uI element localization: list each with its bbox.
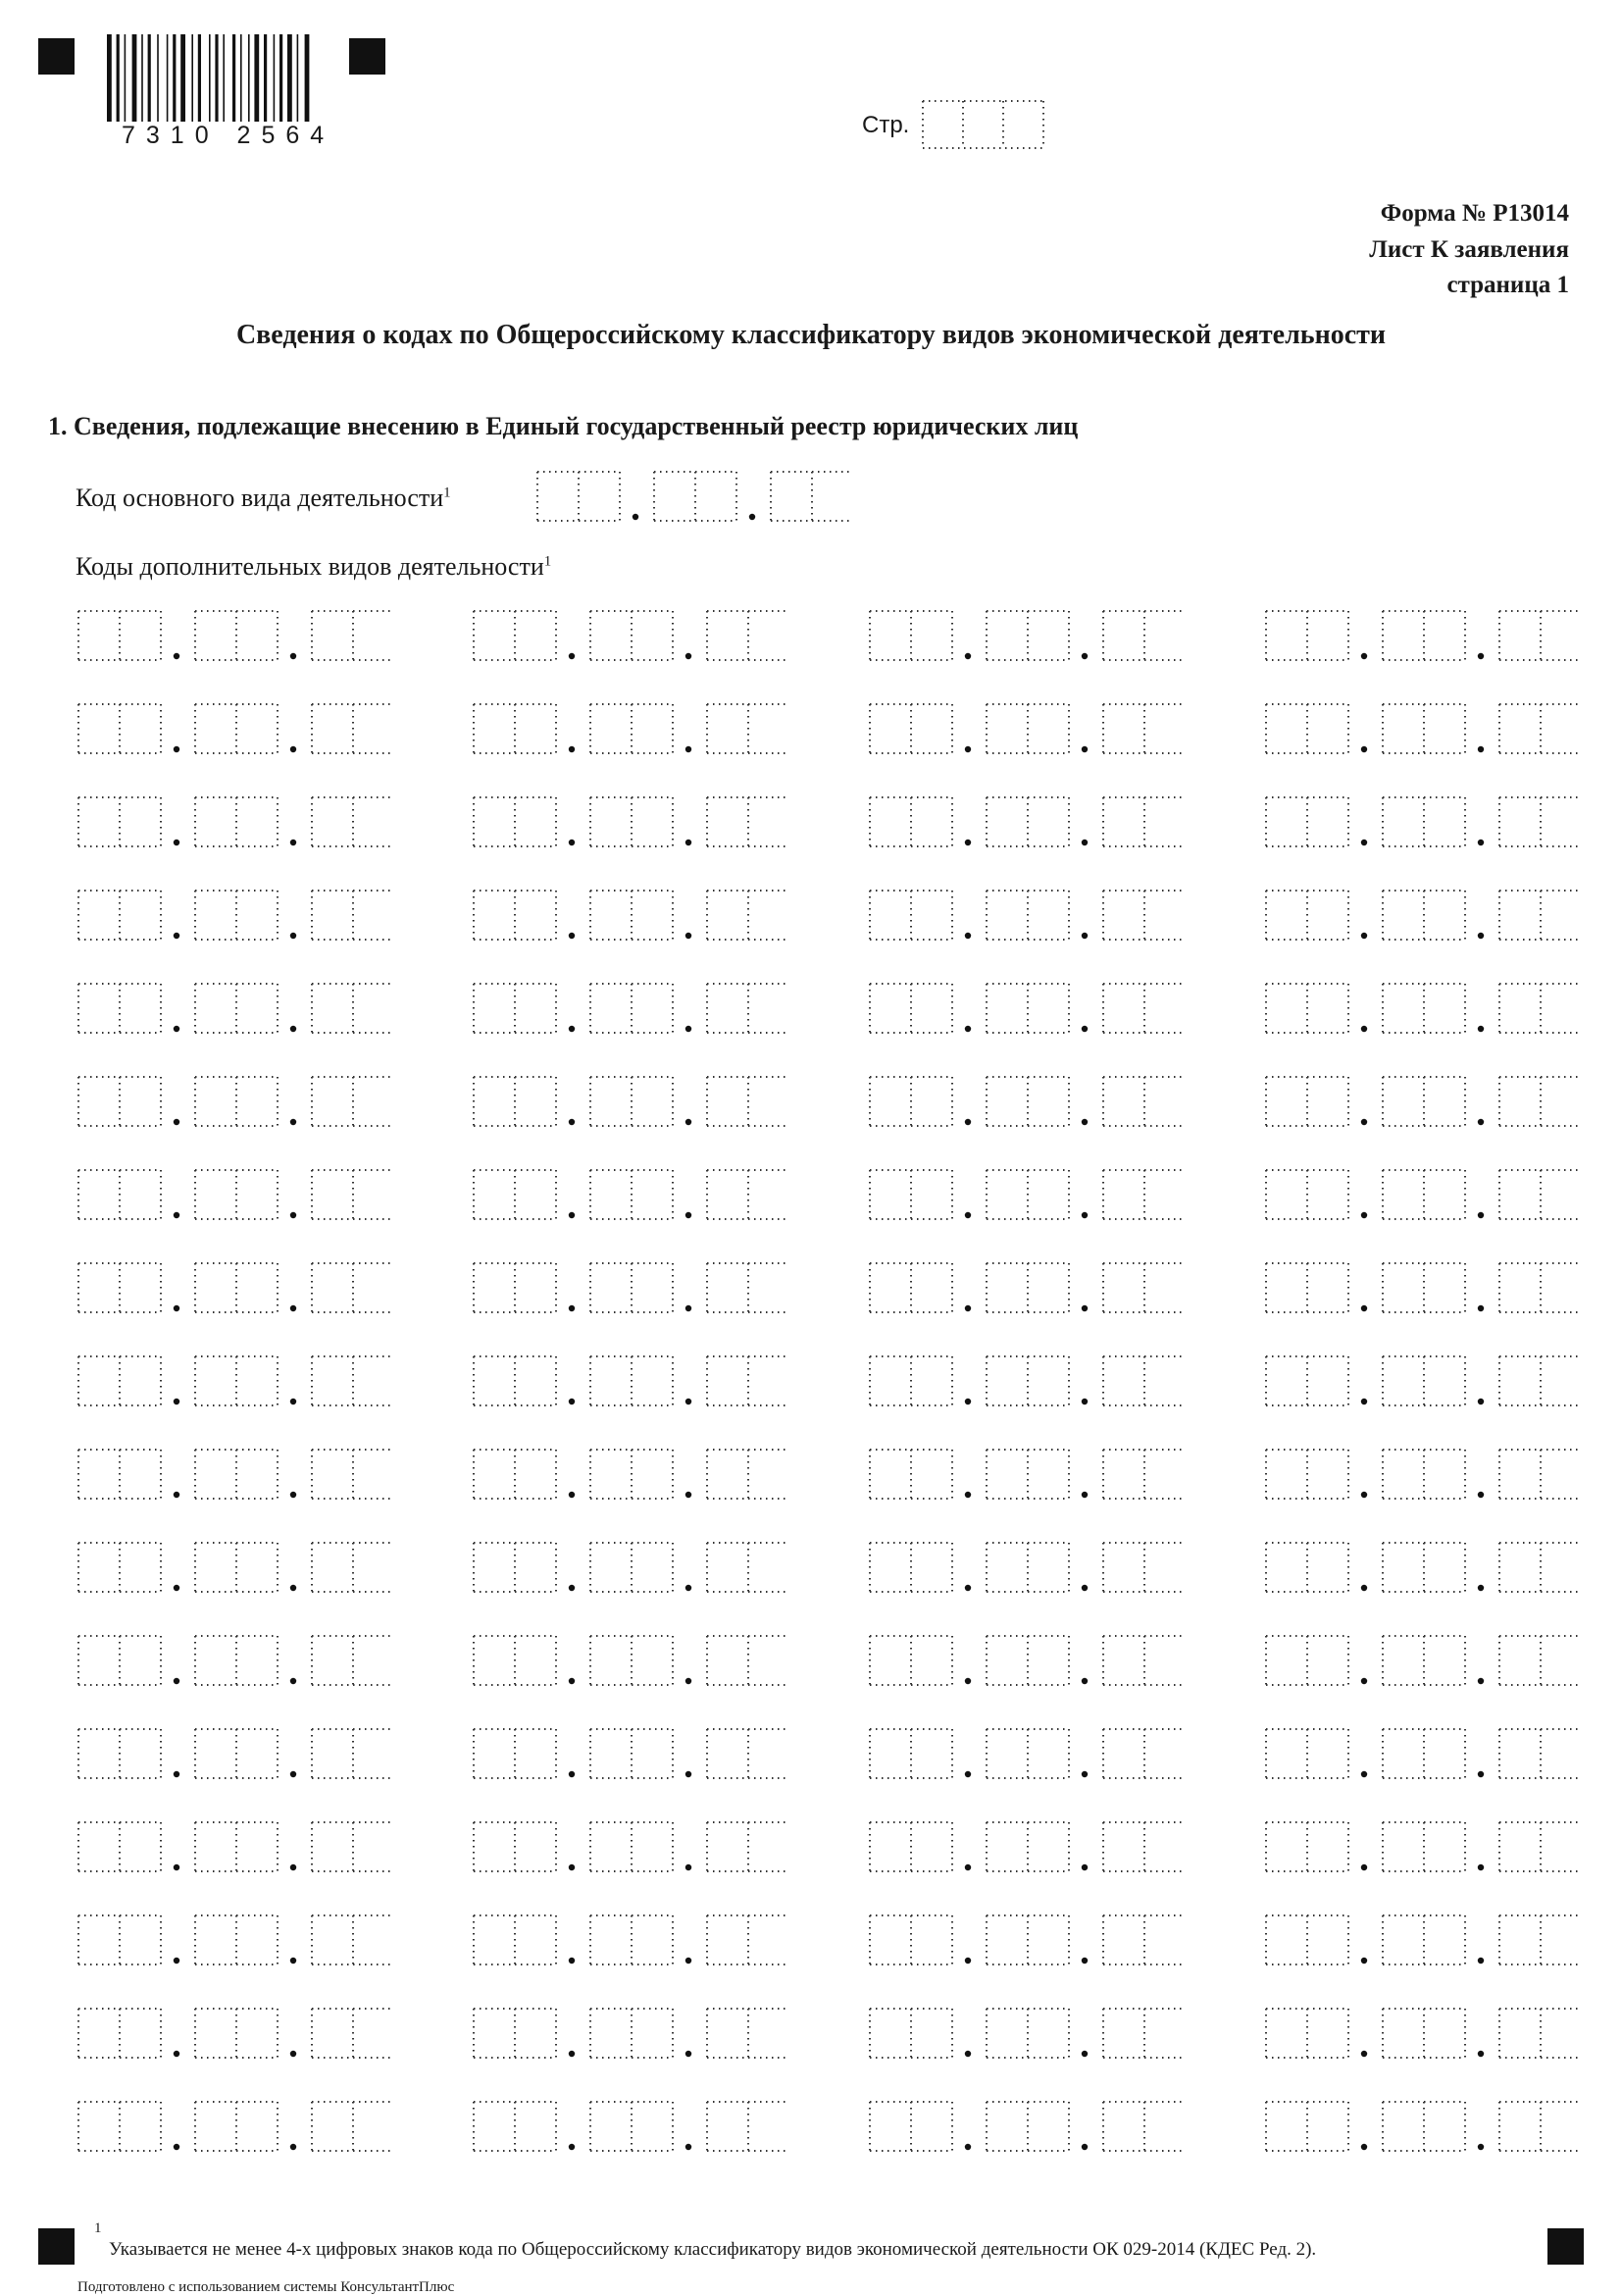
footnote-number: 1 — [94, 2220, 102, 2236]
additional-activity-code-field[interactable] — [472, 1819, 788, 1874]
additional-activity-code-field[interactable] — [76, 1726, 393, 1781]
additional-activity-code-field[interactable] — [472, 1913, 788, 1967]
additional-activity-code-field[interactable] — [472, 1447, 788, 1502]
additional-activity-code-field[interactable] — [76, 1819, 393, 1874]
additional-activity-code-field[interactable] — [76, 1074, 393, 1129]
corner-marker-top-right — [349, 38, 385, 75]
page-label: страница 1 — [1446, 272, 1569, 298]
barcode-number: 7310 2564 — [122, 122, 335, 149]
additional-activity-code-field[interactable] — [76, 2006, 393, 2061]
corner-marker-bottom-right — [1547, 2228, 1584, 2265]
additional-activity-code-field[interactable] — [1264, 701, 1581, 756]
main-activity-code-field[interactable] — [535, 469, 852, 524]
additional-activity-code-field[interactable] — [1264, 1167, 1581, 1222]
additional-activity-code-field[interactable] — [76, 888, 393, 943]
additional-activity-code-field[interactable] — [868, 2006, 1185, 2061]
additional-activity-codes-label-text: Коды дополнительных видов деятельности — [76, 552, 544, 581]
additional-activity-code-field[interactable] — [1264, 1353, 1581, 1408]
additional-activity-code-field[interactable] — [1264, 1447, 1581, 1502]
additional-activity-code-field[interactable] — [76, 608, 393, 663]
additional-activity-code-field[interactable] — [1264, 1540, 1581, 1595]
additional-activity-code-field[interactable] — [1264, 794, 1581, 849]
additional-activity-code-field[interactable] — [76, 2099, 393, 2154]
additional-activity-code-field[interactable] — [1264, 1260, 1581, 1315]
additional-activity-code-field[interactable] — [868, 1167, 1185, 1222]
additional-activity-code-field[interactable] — [472, 701, 788, 756]
additional-activity-code-field[interactable] — [868, 701, 1185, 756]
additional-activity-code-field[interactable] — [1264, 981, 1581, 1036]
footnote-ref: 1 — [443, 485, 451, 501]
additional-activity-code-field[interactable] — [1264, 888, 1581, 943]
additional-activity-code-field[interactable] — [868, 794, 1185, 849]
additional-activity-code-field[interactable] — [1264, 2006, 1581, 2061]
additional-activity-code-field[interactable] — [868, 608, 1185, 663]
additional-activity-code-field[interactable] — [472, 1540, 788, 1595]
additional-activity-code-field[interactable] — [472, 2099, 788, 2154]
main-activity-code-label-text: Код основного вида деятельности — [76, 484, 444, 512]
additional-activity-code-field[interactable] — [868, 981, 1185, 1036]
additional-activity-code-field[interactable] — [472, 608, 788, 663]
additional-activity-code-field[interactable] — [868, 888, 1185, 943]
additional-activity-code-field[interactable] — [868, 1540, 1185, 1595]
footnote-text: Указывается не менее 4-х цифровых знаков кода по Общероссийскому классификатору видов экономической деятельности ОК 029-2014 (КДЕС Ред. 2). — [109, 2239, 1317, 2260]
additional-activity-code-field[interactable] — [472, 1633, 788, 1688]
additional-activity-code-field[interactable] — [868, 2099, 1185, 2154]
additional-activity-code-field[interactable] — [472, 2006, 788, 2061]
additional-activity-code-field[interactable] — [76, 1540, 393, 1595]
form-number: Форма № Р13014 — [1380, 200, 1569, 227]
additional-activity-code-field[interactable] — [76, 1167, 393, 1222]
additional-activity-codes-label — [76, 552, 551, 582]
corner-marker-top-left — [38, 38, 75, 75]
additional-activity-code-field[interactable] — [868, 1074, 1185, 1129]
additional-activity-code-field[interactable] — [1264, 1913, 1581, 1967]
additional-activity-code-field[interactable] — [76, 1913, 393, 1967]
additional-activity-code-field[interactable] — [868, 1819, 1185, 1874]
additional-activity-code-field[interactable] — [472, 1167, 788, 1222]
additional-activity-code-field[interactable] — [76, 1260, 393, 1315]
additional-activity-code-field[interactable] — [1264, 1726, 1581, 1781]
additional-activity-code-field[interactable] — [76, 1353, 393, 1408]
page-number-field[interactable] — [921, 99, 1046, 150]
additional-activity-code-field[interactable] — [1264, 1633, 1581, 1688]
additional-activity-code-field[interactable] — [76, 981, 393, 1036]
page-title: Сведения о кодах по Общероссийскому классификатору видов экономической деятельности — [235, 320, 1387, 350]
additional-activity-code-field[interactable] — [76, 701, 393, 756]
additional-activity-code-field[interactable] — [472, 1726, 788, 1781]
additional-activity-code-field[interactable] — [472, 794, 788, 849]
additional-activity-code-field[interactable] — [1264, 1819, 1581, 1874]
page-number-label: Стр. — [862, 112, 910, 138]
additional-activity-code-field[interactable] — [472, 981, 788, 1036]
section-heading: 1. Сведения, подлежащие внесению в Единый государственный реестр юридических лиц — [48, 412, 1079, 440]
additional-activity-code-field[interactable] — [868, 1633, 1185, 1688]
main-activity-code-label — [76, 484, 451, 513]
additional-activity-code-field[interactable] — [1264, 608, 1581, 663]
additional-activity-code-field[interactable] — [868, 1913, 1185, 1967]
sheet-label: Лист К заявления — [1369, 236, 1569, 263]
barcode — [105, 34, 317, 122]
additional-activity-code-field[interactable] — [1264, 2099, 1581, 2154]
additional-activity-code-field[interactable] — [76, 794, 393, 849]
additional-activity-code-field[interactable] — [1264, 1074, 1581, 1129]
additional-activity-code-field[interactable] — [868, 1447, 1185, 1502]
additional-activity-code-field[interactable] — [472, 1353, 788, 1408]
additional-activity-code-field[interactable] — [472, 888, 788, 943]
additional-activity-code-field[interactable] — [868, 1353, 1185, 1408]
additional-activity-code-field[interactable] — [472, 1260, 788, 1315]
additional-activity-code-field[interactable] — [868, 1726, 1185, 1781]
footnote-ref: 1 — [543, 553, 552, 570]
additional-activity-code-field[interactable] — [472, 1074, 788, 1129]
prepared-note: Подготовлено с использованием системы КонсультантПлюс — [77, 2279, 455, 2295]
corner-marker-bottom-left — [38, 2228, 75, 2265]
additional-activity-code-field[interactable] — [868, 1260, 1185, 1315]
additional-activity-code-field[interactable] — [76, 1633, 393, 1688]
additional-activity-code-field[interactable] — [76, 1447, 393, 1502]
